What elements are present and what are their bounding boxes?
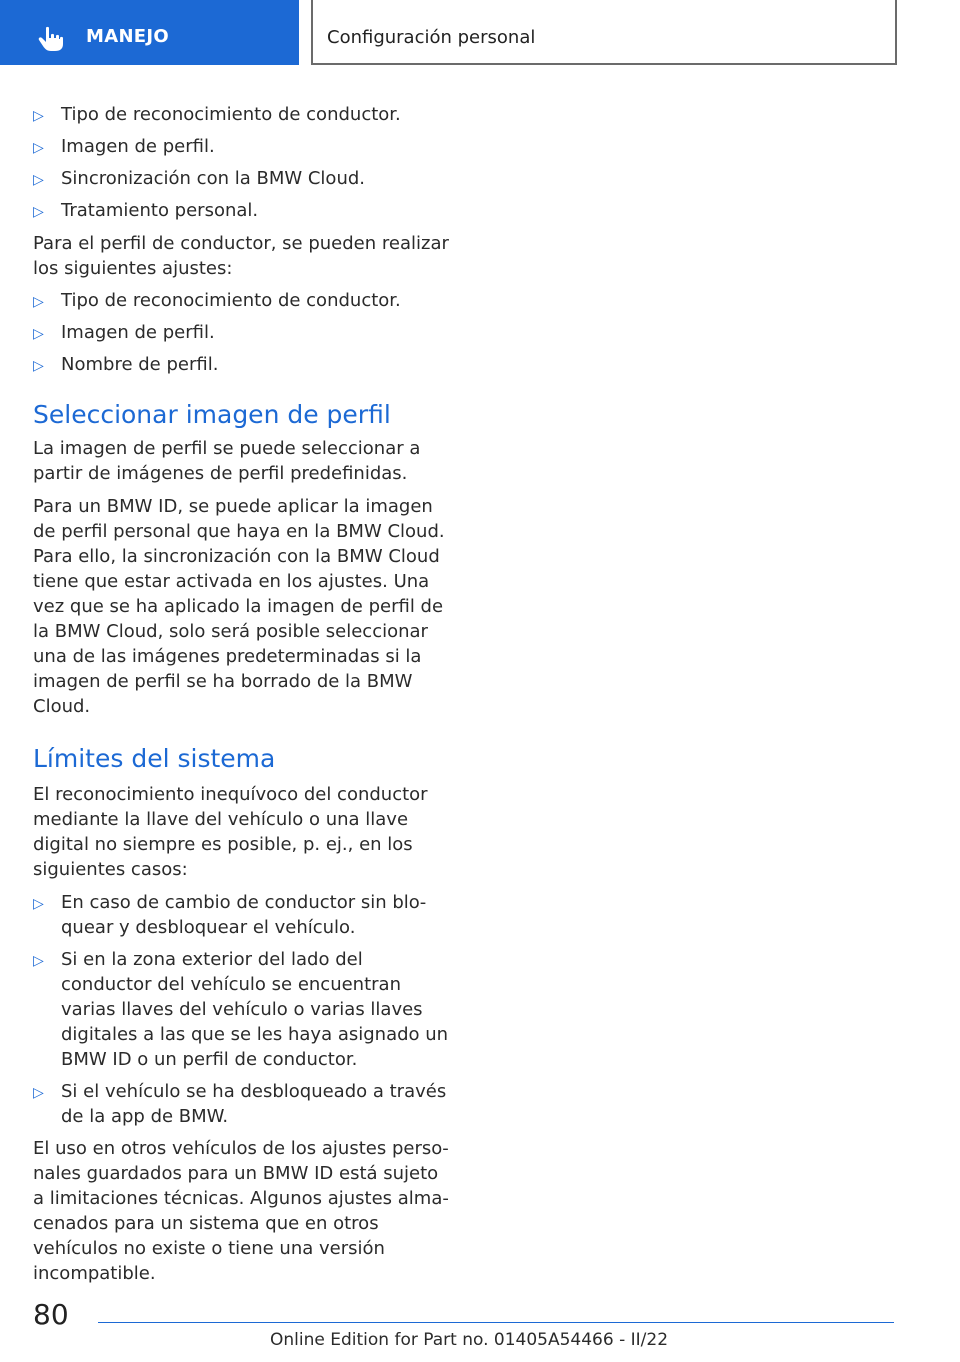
list-item: ▷ Si el vehículo se ha desbloqueado a través de la app de BMW. [33, 1081, 447, 1127]
list-item: ▷ En caso de cambio de conductor sin bloquear y desbloquear el vehículo. [33, 892, 427, 938]
system-limits-paragraph-2: El uso en otros vehículos de los ajustes personales guardados para un BMW ID está sujeto a limitaciones técnicas. Algunos ajustes almacenados para un sistema que en otros vehículos no existe o tiene una versión incompatible. [33, 1138, 449, 1284]
bullet-triangle-icon: ▷ [33, 358, 44, 374]
list-item: ▷ Tipo de reconocimiento de conductor. [33, 102, 449, 129]
list-item: ▷ Tipo de reconocimiento de conductor. [33, 288, 449, 315]
bullet-triangle-icon: ▷ [33, 140, 44, 156]
profile-intro-paragraph: Para el perfil de conductor, se pueden realizar los siguientes ajustes: [33, 233, 449, 279]
profile-image-paragraph-2: Para un BMW ID, se puede aplicar la imagen de perfil personal que haya en la BMW Cloud. Para ello, la sincronización con la BMW Cloud tiene que estar activada en los ajustes. Una vez que se ha aplicado la imagen de perfil de la BMW Cloud, solo será posible seleccionar una de las imágenes predeterminadas si la imagen de perfil se ha borrado de la BMW Cloud. [33, 496, 445, 717]
profile-image-paragraph-1: La imagen de perfil se puede seleccionar a partir de imágenes de perfil predefinidas. [33, 438, 421, 484]
bullet-triangle-icon: ▷ [33, 294, 44, 310]
section-tab [0, 0, 299, 65]
list-item: ▷ Imagen de perfil. [33, 320, 449, 347]
section-title-box [311, 0, 897, 65]
list-item: ▷ Si en la zona exterior del lado del conductor del vehículo se encuentran varias llaves del vehículo o varias llaves digitales a las que se les haya asignado un BMW ID o un perfil de conductor. [33, 949, 449, 1070]
bullet-triangle-icon: ▷ [33, 896, 44, 912]
section-tab-label: MANEJO [86, 26, 170, 47]
footer-edition: Online Edition for Part no. 01405A54466 - II/22 [270, 1330, 669, 1350]
section-title: Configuración personal [327, 27, 536, 48]
bullet-triangle-icon: ▷ [33, 108, 44, 124]
bullet-triangle-icon: ▷ [33, 204, 44, 220]
system-limits-paragraph-1: El reconocimiento inequívoco del conductor mediante la llave del vehículo o una llave digital no siempre es posible, p. ej., en los siguientes casos: [33, 784, 428, 880]
bullet-triangle-icon: ▷ [33, 326, 44, 342]
list-item: ▷ Imagen de perfil. [33, 134, 449, 161]
list-item: ▷ Sincronización con la BMW Cloud. [33, 166, 449, 193]
heading-system-limits: Límites del sistema [33, 744, 276, 773]
footer-divider [98, 1322, 894, 1323]
hand-pointer-icon [36, 26, 68, 52]
bullet-triangle-icon: ▷ [33, 172, 44, 188]
list-item: ▷ Tratamiento personal. [33, 198, 449, 225]
heading-profile-image: Seleccionar imagen de perfil [33, 400, 391, 429]
bullet-triangle-icon: ▷ [33, 1085, 44, 1101]
page-number: 80 [33, 1298, 69, 1331]
list-item: ▷ Nombre de perfil. [33, 352, 449, 379]
bullet-triangle-icon: ▷ [33, 953, 44, 969]
